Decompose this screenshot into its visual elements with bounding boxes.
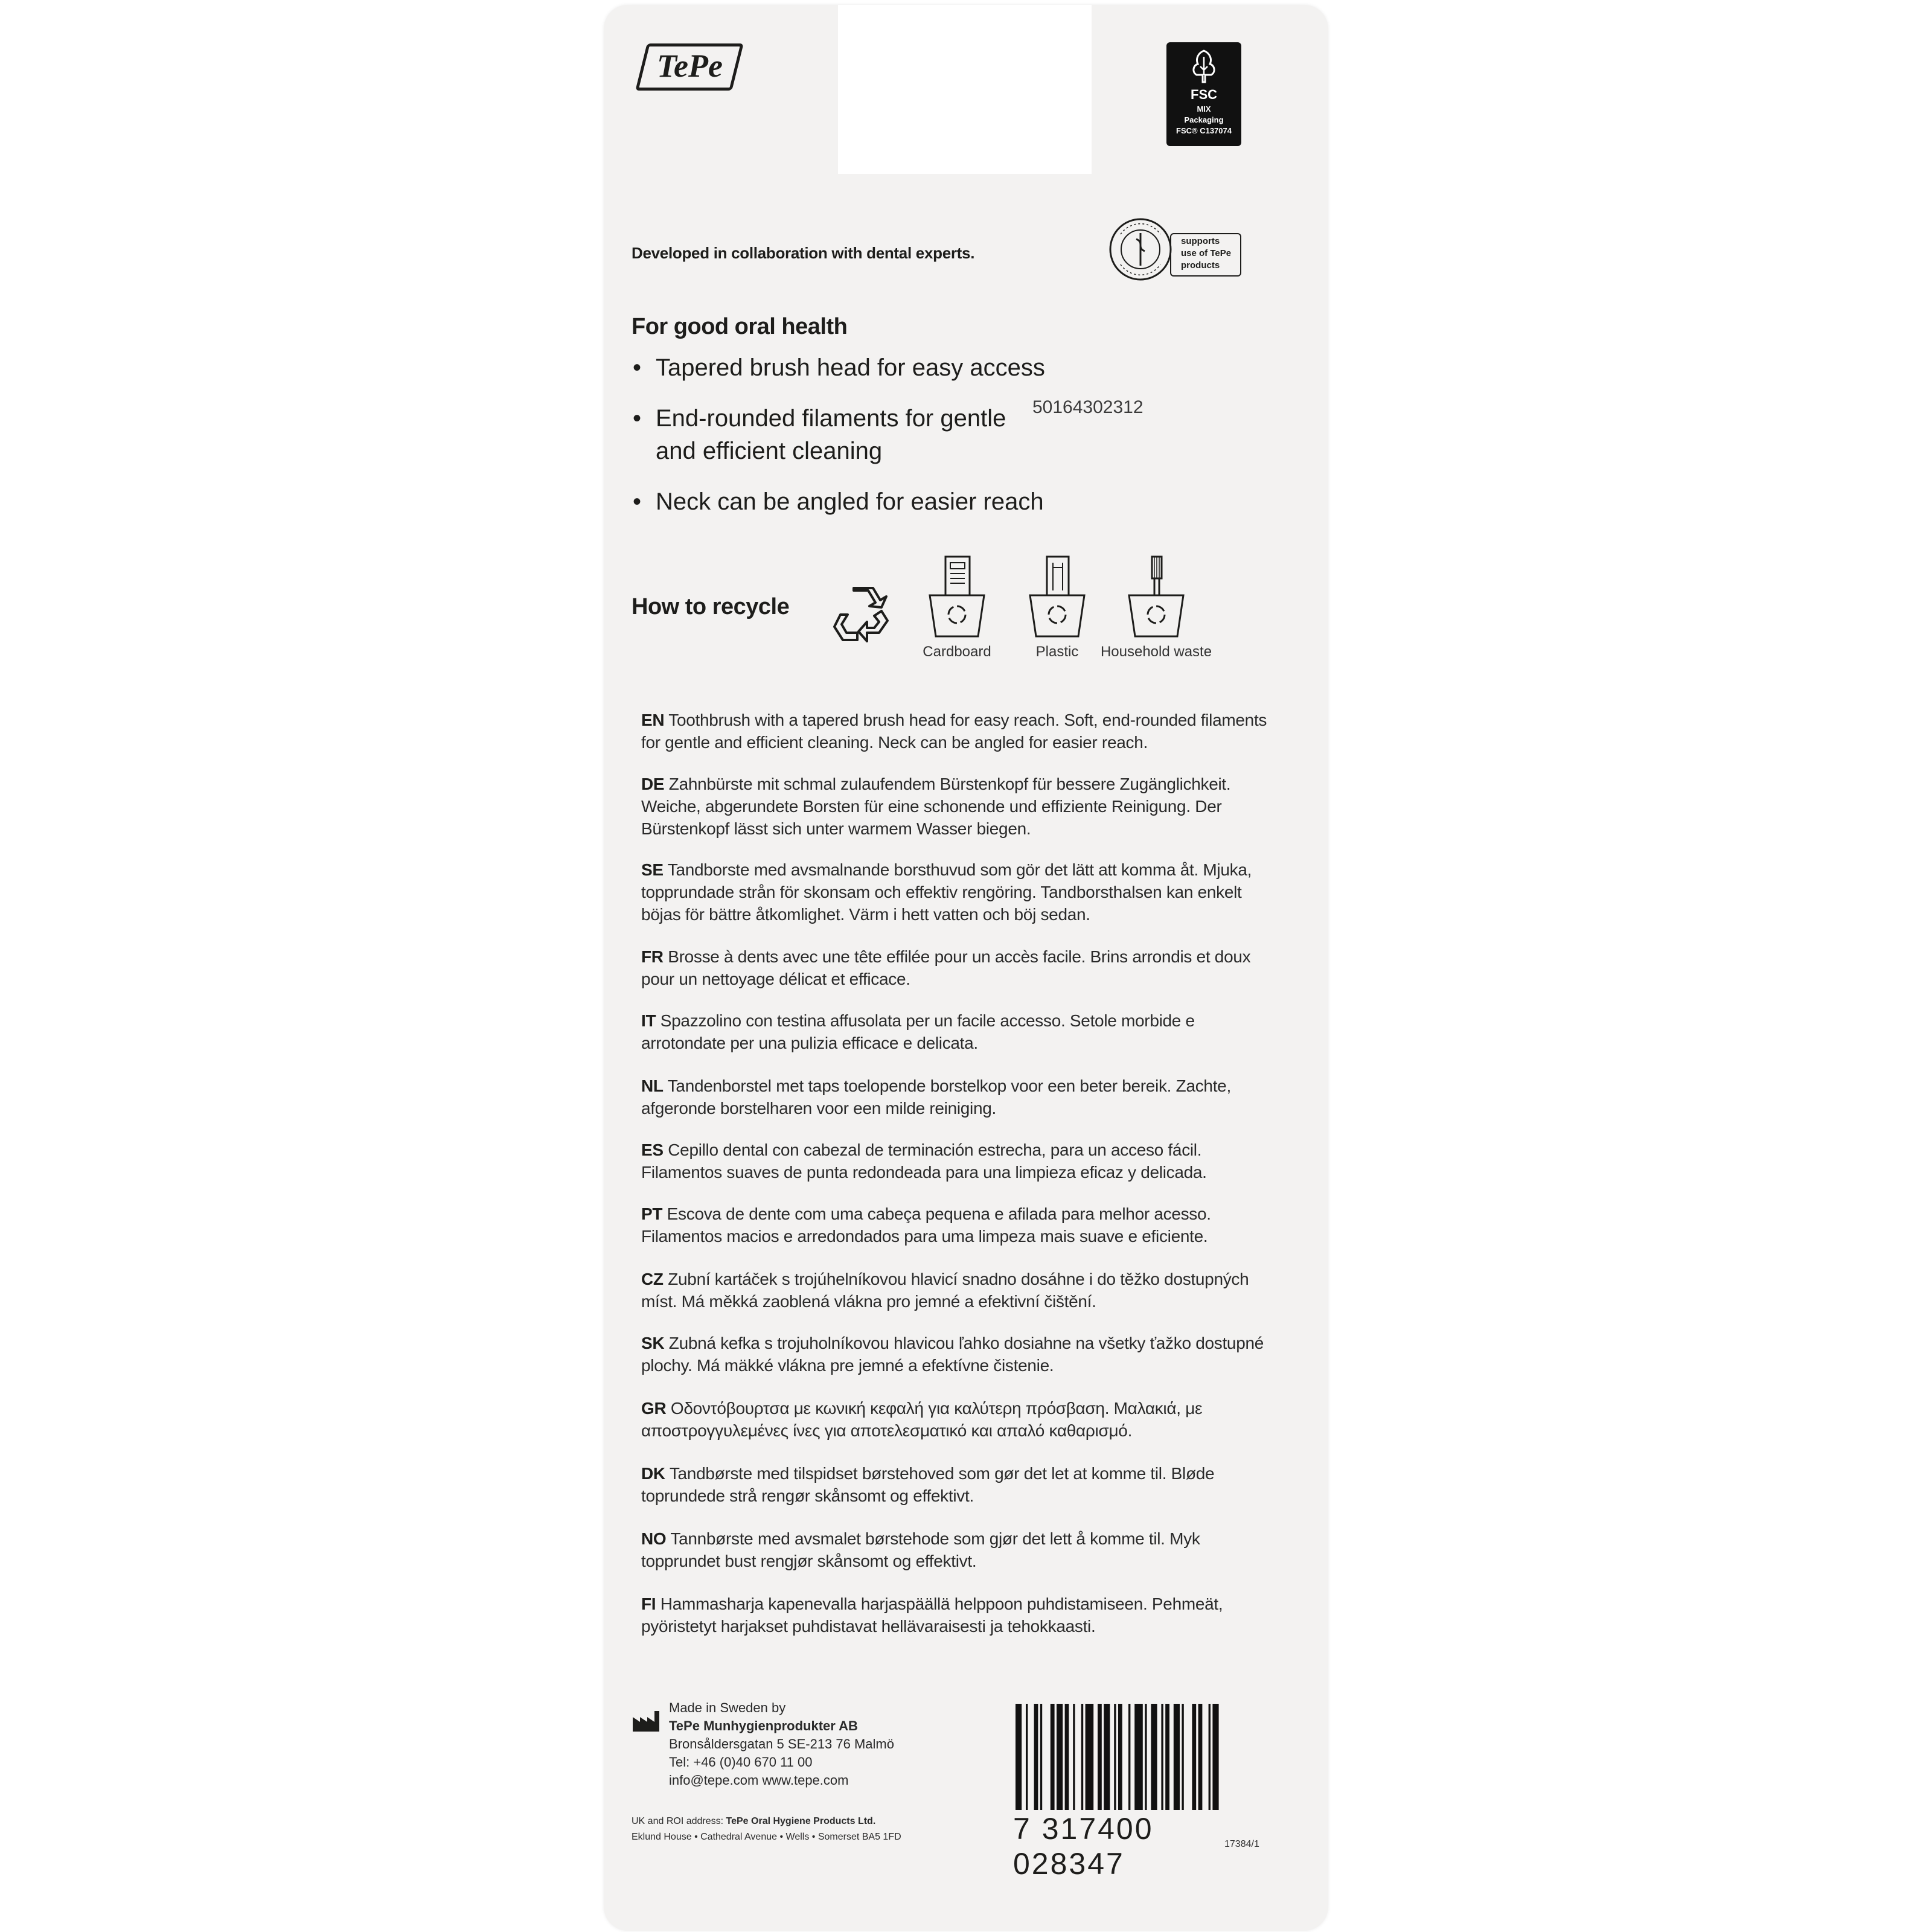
reference-number: 17384/1 — [1224, 1839, 1259, 1849]
barcode-bar — [1212, 1704, 1218, 1810]
barcode-bar — [1098, 1704, 1102, 1810]
association-seal-icon — [1107, 216, 1174, 283]
lang-fi: FI Hammasharja kapenevalla harjaspäällä helppoon puhdistamiseen. Pehmeät, pyöristetyt harjakset puhdistavat hellävaraisesti ja tehokkaasti. — [641, 1595, 1223, 1636]
barcode-bar — [1161, 1704, 1163, 1810]
tepe-logo: TePe — [635, 39, 744, 93]
factory-icon — [632, 1709, 662, 1733]
list-item: • End-rounded filaments for gentle and efficient cleaning — [633, 402, 1042, 467]
cardboard-bin-icon — [918, 554, 996, 639]
bin-household: Household waste — [1117, 554, 1195, 675]
barcode-bars — [1013, 1704, 1249, 1812]
barcode-bar — [1145, 1704, 1147, 1810]
lang-sk: SK Zubná kefka s trojuholníkovou hlavicou ľahko dosiahne na všetky ťažko dostupné plochy. Má mäkké vlákna pre jemné a efektívne čistenie. — [641, 1334, 1264, 1375]
recycle-heading: How to recycle — [632, 594, 790, 619]
lang-it: IT Spazzolino con testina affusolata per un facile accesso. Setole morbide e arrotondate per una pulizia efficace e delicata. — [641, 1011, 1195, 1052]
benefits-heading: For good oral health — [632, 314, 848, 339]
barcode-bar — [1151, 1704, 1157, 1810]
lang-pt: PT Escova de dente com uma cabeça pequena e afilada para melhor acesso. Filamentos macios e arredondados para uma limpeza mais suave e eficiente. — [641, 1204, 1211, 1246]
recycle-icon — [831, 584, 891, 645]
barcode-bar — [1128, 1704, 1130, 1810]
barcode-bar — [1165, 1704, 1169, 1810]
lang-es: ES Cepillo dental con cabezal de terminación estrecha, para un acceso fácil. Filamentos suaves de punta redondeada para una limpieza eficaz y delicada. — [641, 1140, 1207, 1182]
association-seal — [1107, 216, 1258, 283]
bin-plastic: Plastic — [1018, 554, 1096, 675]
barcode-bar — [1026, 1704, 1028, 1810]
barcode-number: 7 317400 028347 — [1013, 1812, 1154, 1881]
tagline: Developed in collaboration with dental experts. — [632, 244, 975, 262]
recycle-bins — [918, 554, 1256, 675]
lang-de: DE Zahnbürste mit schmal zulaufendem Bürstenkopf für bessere Zugänglichkeit. Weiche, abgerundete Borsten für eine schonende und effiziente Reinigung. Der Bürstenkopf lässt sich unter warmem Wasser biegen. — [641, 775, 1231, 838]
bin-cardboard: Cardboard — [918, 554, 996, 675]
barcode-bar — [1192, 1704, 1196, 1810]
lang-fr: FR Brosse à dents avec une tête effilée pour un accès facile. Brins arrondis et doux pour un nettoyage délicat et efficace. — [641, 947, 1251, 988]
lang-se: SE Tandborste med avsmalnande borsthuvud som gör det lätt att komma åt. Mjuka, topprundade strån för skonsam och effektiv rengöring. Tandborsthalsen kan enkelt böjas för bättre åtkomlighet. Värm i hett vatten och böj sedan. — [641, 860, 1252, 924]
lang-dk: DK Tandbørste med tilspidset børstehoved som gør det let at komme til. Bløde toprundede strå rengør skånsomt og effektivt. — [641, 1464, 1215, 1505]
fsc-tree-icon — [1185, 48, 1223, 85]
barcode-bar — [1209, 1704, 1211, 1810]
barcode-bar — [1114, 1704, 1116, 1810]
lang-nl: NL Tandenborstel met taps toelopende borstelkop voor een beter bereik. Zachte, afgeronde borstelharen voor een milde reiniging. — [641, 1076, 1231, 1118]
barcode-bar — [1104, 1704, 1110, 1810]
barcode-bar — [1182, 1704, 1183, 1810]
plastic-bin-icon — [1018, 554, 1096, 639]
lang-en: EN Toothbrush with a tapered brush head for easy reach. Soft, end-rounded filaments for gentle and efficient cleaning. Neck can be angled for easier reach. — [641, 711, 1267, 752]
barcode-bar — [1057, 1704, 1063, 1810]
barcode-bar — [1051, 1704, 1055, 1810]
list-item: • Tapered brush head for easy access — [633, 351, 1128, 384]
barcode-bar — [1065, 1704, 1069, 1810]
hang-hole — [838, 5, 1092, 174]
lang-cz: CZ Zubní kartáček s trojúhelníkovou hlavicí snadno dosáhne i do těžko dostupných míst. Má měkká zaoblená vlákna pro jemné a efektivní čištění. — [641, 1270, 1249, 1311]
product-code: 50164302312 — [1032, 397, 1144, 417]
list-item: • Neck can be angled for easier reach — [633, 485, 1128, 518]
lang-gr: GR Οδοντόβουρτσα με κωνική κεφαλή για καλύτερη πρόσβαση. Μαλακιά, με αποστρογγυλεμένες ίνες για αποτελεσματικό και απαλό καθαρισμό. — [641, 1399, 1203, 1440]
household-bin-icon — [1117, 554, 1195, 639]
barcode-bar — [1040, 1704, 1042, 1810]
barcode-bar — [1198, 1704, 1203, 1810]
fsc-badge: FSC MIX Packaging FSC® C137074 — [1166, 42, 1241, 146]
product-card-back — [604, 5, 1328, 1931]
barcode-bar — [1118, 1704, 1122, 1810]
benefits-list — [633, 351, 1128, 536]
barcode-bar — [1016, 1704, 1022, 1810]
barcode-bar — [1034, 1704, 1038, 1810]
manufacturer-info: Made in Sweden by TePe Munhygienprodukter AB Bronsåldersgatan 5 SE-213 76 Malmö Tel: +46 (0)40 670 11 00 info@tepe.com www.tepe.com — [669, 1700, 894, 1788]
uk-address: UK and ROI address: TePe Oral Hygiene Products Ltd. Eklund House • Cathedral Avenue • Wells • Somerset BA5 1FD — [632, 1816, 901, 1842]
barcode-bar — [1081, 1704, 1083, 1810]
barcode-bar — [1086, 1704, 1094, 1810]
barcode-bar — [1134, 1704, 1143, 1810]
association-badge: supports use of TePe products — [1170, 233, 1241, 277]
barcode-bar — [1174, 1704, 1180, 1810]
barcode-bar — [1073, 1704, 1075, 1810]
lang-no: NO Tannbørste med avsmalet børstehode som gjør det lett å komme til. Myk topprundet bust rengjør skånsomt og effektivt. — [641, 1529, 1200, 1570]
